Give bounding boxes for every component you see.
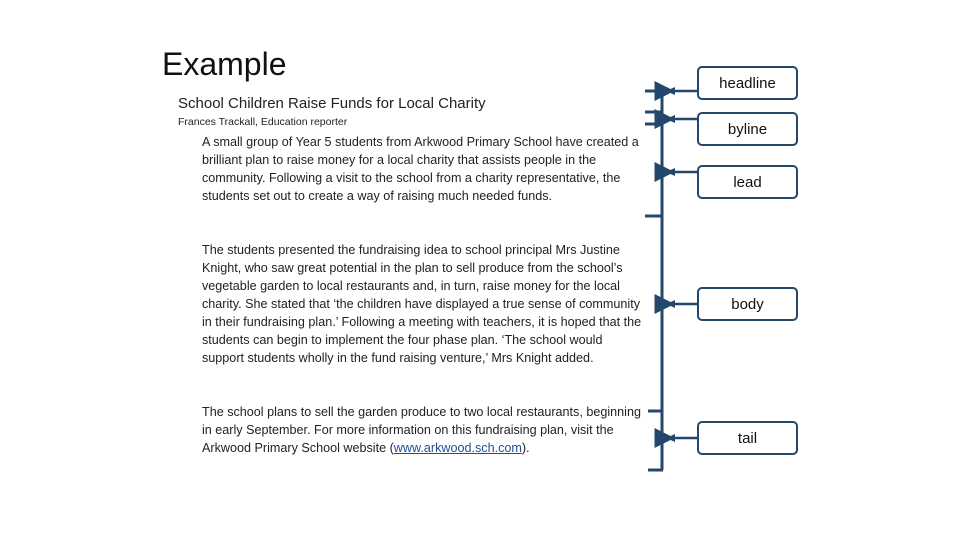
label-lead: lead [697, 165, 798, 199]
label-tail: tail [697, 421, 798, 455]
tail-text: The school plans to sell the garden produce to two local restaurants, beginning in early September. For more information on this fundraising plan, visit the Arkwood Primary School website ( [202, 405, 641, 455]
article-headline: School Children Raise Funds for Local Charity [178, 95, 486, 112]
label-headline: headline [697, 66, 798, 100]
website-link[interactable]: www.arkwood.sch.com [393, 441, 522, 455]
article-lead: A small group of Year 5 students from Arkwood Primary School have created a brilliant plan to raise money for a local charity that assists people in the community. Following a visit to the school from a charity representative, the students set out to create a way of raising much needed funds. [202, 135, 639, 203]
article-body: The students presented the fundraising idea to school principal Mrs Justine Knight, who saw great potential in the plan to sell produce from the school’s vegetable garden to local restaurants and, in turn, raise money for the local charity. She stated that ‘the children have displayed a true sense of community in their fundraising plan.’ Following a meeting with teachers, it is hoped that the students can begin to implement the four phase plan. ‘The school would support students wholly in the fund raising venture,’ Mrs Knight added. [202, 243, 642, 365]
slide-title: Example [162, 46, 287, 82]
label-byline: byline [697, 112, 798, 146]
label-body: body [697, 287, 798, 321]
tail-end: ). [521, 441, 530, 455]
article-byline: Frances Trackall, Education reporter [178, 116, 348, 128]
